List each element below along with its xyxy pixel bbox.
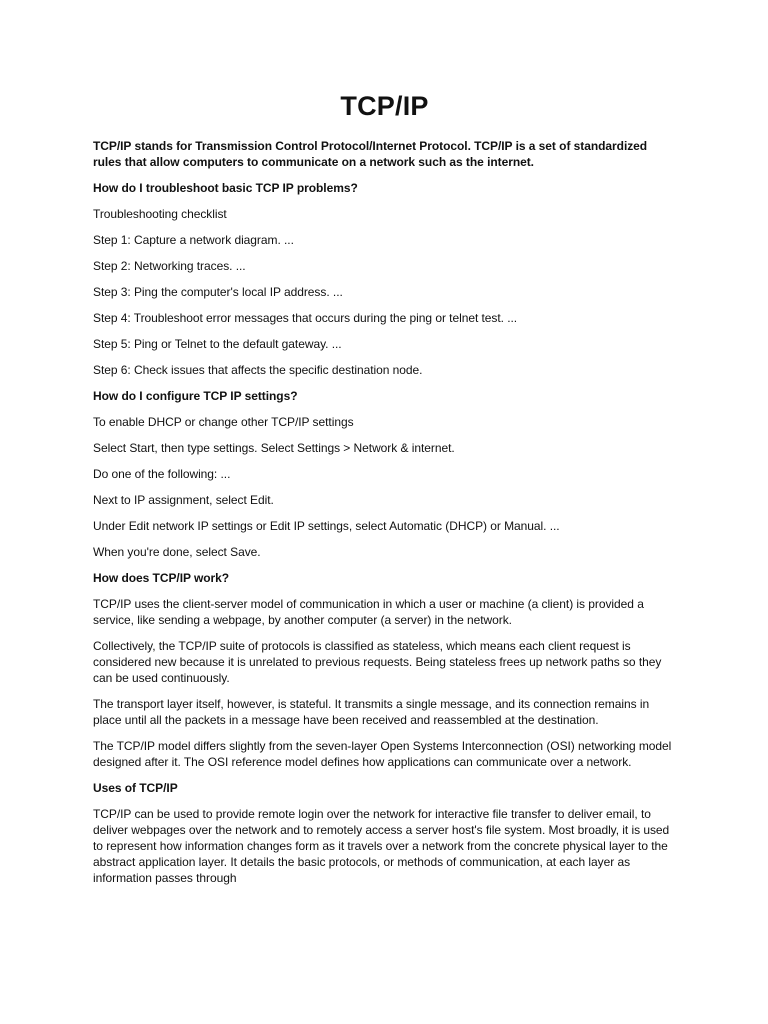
page-title: TCP/IP bbox=[340, 91, 429, 121]
paragraph: Under Edit network IP settings or Edit IP settings, select Automatic (DHCP) or Manual. ... bbox=[93, 519, 560, 533]
section-heading: How do I troubleshoot basic TCP IP problems? bbox=[93, 181, 358, 195]
paragraph: Step 1: Capture a network diagram. ... bbox=[93, 233, 294, 247]
paragraph: To enable DHCP or change other TCP/IP settings bbox=[93, 415, 354, 429]
paragraph: TCP/IP uses the client-server model of communication in which a user or machine (a client) is provided a service, like sending a webpage, by another computer (a server) in the network. bbox=[93, 597, 644, 627]
paragraph: When you're done, select Save. bbox=[93, 545, 261, 559]
paragraph: Step 6: Check issues that affects the specific destination node. bbox=[93, 363, 423, 377]
paragraph: The TCP/IP model differs slightly from the seven-layer Open Systems Interconnection (OSI) networking model designed after it. The OSI reference model defines how applications can communicate over a network. bbox=[93, 739, 672, 769]
paragraph: Step 2: Networking traces. ... bbox=[93, 259, 246, 273]
section-heading: How does TCP/IP work? bbox=[93, 571, 230, 585]
section-heading: Uses of TCP/IP bbox=[93, 781, 178, 795]
paragraph: Next to IP assignment, select Edit. bbox=[93, 493, 274, 507]
paragraph: Step 5: Ping or Telnet to the default gateway. ... bbox=[93, 337, 342, 351]
paragraph: Step 3: Ping the computer's local IP address. ... bbox=[93, 285, 343, 299]
paragraph: TCP/IP can be used to provide remote login over the network for interactive file transfer to deliver email, to deliver webpages over the network and to remotely access a server host's file system. Most broadly, it is used to represent how information changes form as it travels over a network from the concrete physical layer to the abstract application layer. It details the basic protocols, or methods of communication, at each layer as information passes through bbox=[93, 807, 670, 885]
section-heading: How do I configure TCP IP settings? bbox=[93, 389, 298, 403]
paragraph: Step 4: Troubleshoot error messages that occurs during the ping or telnet test. ... bbox=[93, 311, 518, 325]
paragraph: Troubleshooting checklist bbox=[93, 207, 227, 221]
paragraph: Select Start, then type settings. Select Settings > Network & internet. bbox=[93, 441, 455, 455]
paragraph: The transport layer itself, however, is stateful. It transmits a single message, and its connection remains in place until all the packets in a message have been received and reassembled at the destination. bbox=[93, 697, 650, 727]
intro-paragraph: TCP/IP stands for Transmission Control Protocol/Internet Protocol. TCP/IP is a set of standardized rules that allow computers to communicate on a network such as the internet. bbox=[93, 139, 648, 169]
paragraph: Collectively, the TCP/IP suite of protocols is classified as stateless, which means each client request is considered new because it is unrelated to previous requests. Being stateless frees up network paths so they can be used continuously. bbox=[93, 639, 662, 685]
paragraph: Do one of the following: ... bbox=[93, 467, 231, 481]
